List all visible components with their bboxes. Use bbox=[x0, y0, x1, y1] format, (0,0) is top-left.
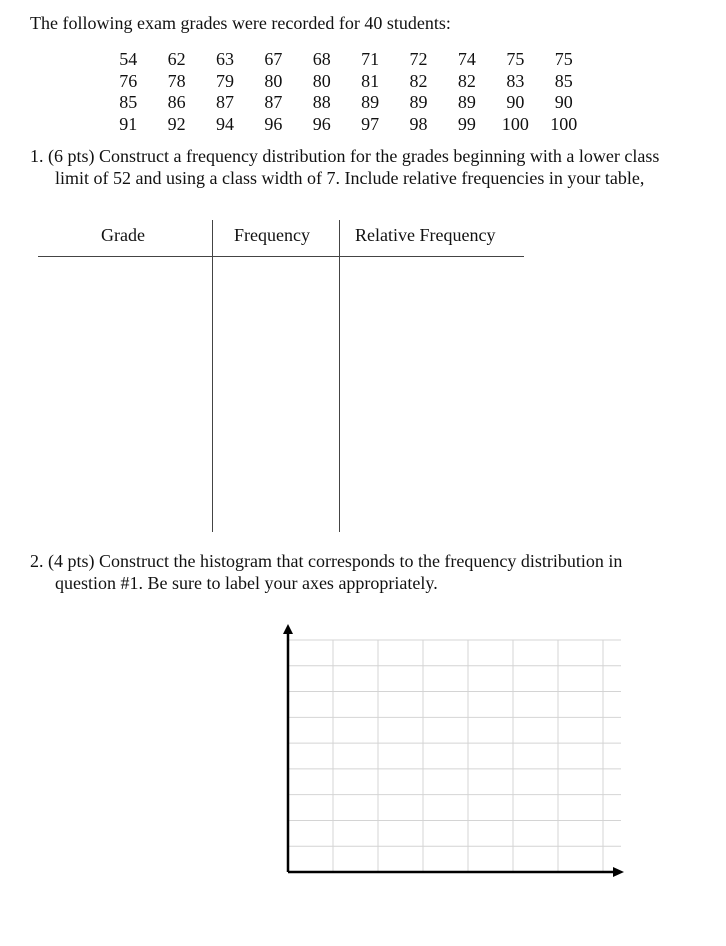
grade-value: 82 bbox=[409, 70, 428, 91]
x-axis-arrow-icon bbox=[613, 867, 624, 877]
grade-value: 91 bbox=[119, 113, 138, 134]
grade-value: 62 bbox=[167, 49, 186, 69]
grade-value: 90 bbox=[506, 92, 525, 112]
grade-value: 80 bbox=[264, 70, 283, 91]
grade-value: 90 bbox=[554, 92, 573, 112]
question-1-line-1: 1. (6 pts) Construct a frequency distribution for the grades beginning with a lower class bbox=[30, 146, 660, 166]
table-header-rule bbox=[38, 256, 524, 257]
grade-value: 80 bbox=[312, 70, 331, 91]
histogram-canvas bbox=[276, 622, 632, 884]
grade-value: 83 bbox=[506, 70, 525, 91]
table-column-divider bbox=[212, 220, 213, 532]
intro-text: The following exam grades were recorded for 40 students: bbox=[30, 13, 451, 33]
grades-data-grid bbox=[104, 49, 588, 135]
grade-value: 71 bbox=[361, 49, 380, 69]
grade-value: 89 bbox=[361, 92, 380, 112]
grade-value: 98 bbox=[409, 113, 428, 134]
grade-value: 72 bbox=[409, 49, 428, 69]
y-axis-arrow-icon bbox=[283, 624, 293, 634]
grade-value: 68 bbox=[312, 49, 331, 69]
question-2-line-2: question #1. Be sure to label your axes appropriately. bbox=[55, 573, 438, 593]
grade-value: 75 bbox=[554, 49, 573, 69]
question-2-line-1: 2. (4 pts) Construct the histogram that corresponds to the frequency distribution in bbox=[30, 551, 623, 571]
grade-value: 67 bbox=[264, 49, 283, 69]
column-header-frequency: Frequency bbox=[234, 225, 310, 245]
grade-value: 89 bbox=[409, 92, 428, 112]
grade-value: 74 bbox=[457, 49, 476, 69]
grade-value: 78 bbox=[167, 70, 186, 91]
grade-value: 85 bbox=[119, 92, 138, 112]
grade-value: 94 bbox=[215, 113, 234, 134]
grade-value: 99 bbox=[457, 113, 476, 134]
grade-value: 81 bbox=[361, 70, 380, 91]
grade-value: 96 bbox=[264, 113, 283, 134]
grade-value: 85 bbox=[554, 70, 573, 91]
grade-value: 63 bbox=[215, 49, 234, 69]
grade-value: 97 bbox=[361, 113, 380, 134]
grade-value: 82 bbox=[457, 70, 476, 91]
grade-value: 86 bbox=[167, 92, 186, 112]
grade-value: 89 bbox=[457, 92, 476, 112]
grade-value: 87 bbox=[215, 92, 234, 112]
question-1-line-2: limit of 52 and using a class width of 7. Include relative frequencies in your table, bbox=[55, 168, 645, 188]
grade-value: 54 bbox=[119, 49, 138, 69]
grade-value: 96 bbox=[312, 113, 331, 134]
frequency-distribution-table bbox=[38, 220, 524, 532]
grade-value: 100 bbox=[550, 113, 578, 134]
grade-value: 92 bbox=[167, 113, 186, 134]
column-header-grade: Grade bbox=[101, 225, 145, 245]
grade-value: 76 bbox=[119, 70, 138, 91]
grade-value: 88 bbox=[312, 92, 331, 112]
column-header-relative-frequency: Relative Frequency bbox=[355, 225, 496, 245]
grade-value: 79 bbox=[215, 70, 234, 91]
table-column-divider bbox=[339, 220, 340, 532]
question-1 bbox=[30, 145, 659, 189]
grade-value: 87 bbox=[264, 92, 283, 112]
blank-histogram-grid bbox=[276, 622, 632, 884]
question-2 bbox=[30, 550, 622, 594]
grade-value: 75 bbox=[506, 49, 525, 69]
grade-value: 100 bbox=[501, 113, 529, 134]
